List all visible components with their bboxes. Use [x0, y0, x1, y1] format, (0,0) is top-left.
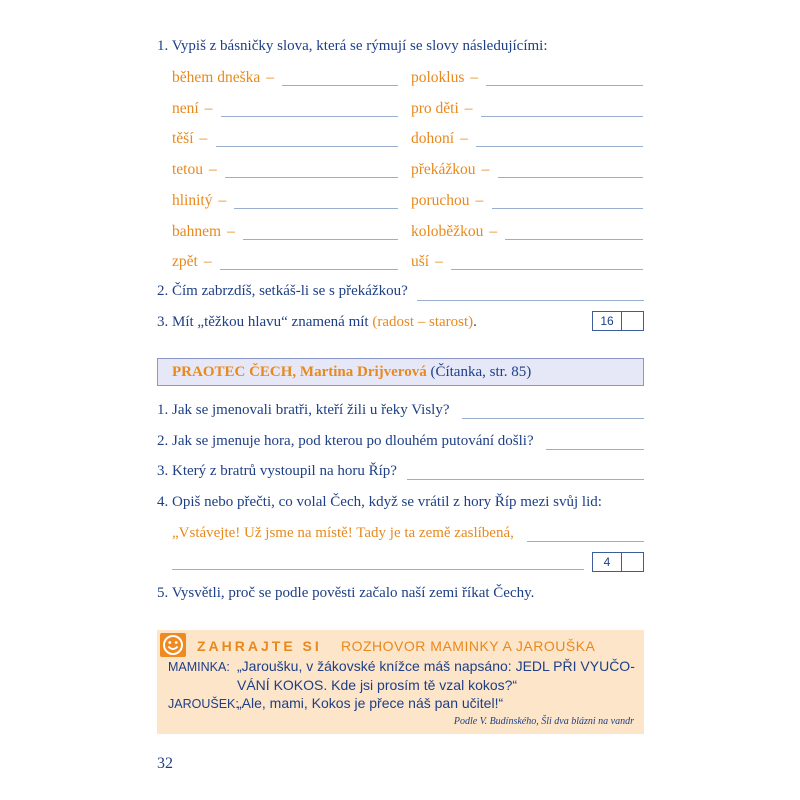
task3-period: .: [473, 314, 477, 330]
answer-line[interactable]: [527, 541, 644, 542]
rhyme-dash: –: [460, 130, 468, 148]
task2-prompt: 2. Čím zabrzdíš, setkáš-li se s překážkou?: [157, 283, 408, 299]
rhyme-word: hlinitý: [172, 191, 213, 209]
answer-line[interactable]: [216, 146, 398, 147]
rhyme-dash: –: [464, 99, 473, 117]
score-value: 4: [593, 553, 622, 571]
task3-options: (radost – starost): [372, 314, 474, 330]
question-5: 5. Vysvětli, proč se podle pověsti začalo naší zemi říkat Čechy.: [157, 585, 535, 601]
answer-line[interactable]: [486, 85, 643, 86]
answer-line[interactable]: [546, 449, 644, 450]
dialogue-line: „Ale, mami, Kokos je přece náš pan učitel!“: [237, 695, 504, 711]
rhyme-dash: –: [204, 99, 213, 117]
answer-line[interactable]: [243, 239, 398, 240]
rhyme-word: dohoní: [411, 130, 455, 148]
answer-line[interactable]: [417, 300, 644, 301]
rhyme-dash: –: [475, 191, 484, 209]
rhyme-word: poloklus: [411, 69, 465, 86]
question-4-quote: „Vstávejte! Už jsme na místě! Tady je ta země zaslíbená,: [172, 525, 514, 541]
rhyme-dash: –: [218, 191, 227, 209]
rhyme-dash: –: [470, 69, 479, 86]
banner-title: PRAOTEC ČECH, Martina Drijverová: [172, 364, 427, 380]
rhyme-dash: –: [435, 253, 443, 271]
rhyme-dash: –: [227, 222, 235, 240]
task3-text: 3. Mít „těžkou hlavu“ znamená mít: [157, 314, 369, 330]
banner-ref: (Čítanka, str. 85): [430, 364, 532, 380]
reading-banner: [157, 358, 644, 386]
rhyme-word: překážkou: [411, 161, 476, 179]
answer-line[interactable]: [282, 85, 398, 86]
rhyme-word: pro děti: [411, 99, 459, 117]
answer-line[interactable]: [234, 208, 398, 209]
score-box[interactable]: [592, 552, 644, 572]
rhyme-dash: –: [203, 253, 212, 271]
answer-line[interactable]: [451, 269, 643, 270]
rhyme-word: uší: [411, 253, 430, 271]
question-1: 1. Jak se jmenovali bratři, kteří žili u řeky Visly?: [157, 402, 450, 418]
answer-line[interactable]: [462, 418, 644, 419]
score-entry[interactable]: [622, 312, 643, 330]
rhyme-dash: –: [199, 130, 208, 148]
rhyme-word: zpět: [172, 253, 198, 271]
speaker-mother: MAMINKA:: [168, 660, 230, 674]
play-subtitle: ROZHOVOR MAMINKY A JAROUŠKA: [341, 638, 596, 654]
question-4: 4. Opiš nebo přečti, co volal Čech, když se vrátil z hory Říp mezi svůj lid:: [157, 494, 602, 510]
question-3: 3. Který z bratrů vystoupil na horu Říp?: [157, 463, 397, 479]
task1-prompt: 1. Vypiš z básničky slova, která se rýmují se slovy následujícími:: [157, 38, 548, 54]
rhyme-word: těší: [172, 130, 194, 148]
question-2: 2. Jak se jmenuje hora, pod kterou po dlouhém putování došli?: [157, 433, 534, 449]
answer-line[interactable]: [505, 239, 643, 240]
page-number: 32: [157, 755, 173, 772]
score-entry[interactable]: [622, 553, 643, 571]
rhyme-word: není: [172, 99, 199, 117]
answer-line[interactable]: [498, 177, 643, 178]
speaker-son: JAROUŠEK:: [168, 697, 239, 711]
answer-line[interactable]: [407, 479, 644, 480]
score-box[interactable]: [592, 311, 644, 331]
task3-prompt: [157, 314, 477, 331]
answer-line[interactable]: [481, 116, 643, 117]
rhyme-word: bahnem: [172, 222, 222, 240]
score-value: 16: [593, 312, 622, 330]
dialogue-line: „Jaroušku, v žákovské knížce máš napsáno: JEDL PŘI VYUČO-: [237, 658, 635, 674]
rhyme-word: koloběžkou: [411, 222, 484, 240]
answer-line[interactable]: [220, 269, 398, 270]
answer-line[interactable]: [221, 116, 398, 117]
answer-line[interactable]: [476, 146, 643, 147]
play-title: ZAHRAJTE SI: [197, 638, 322, 654]
dialogue-line: VÁNÍ KOKOS. Kde jsi prosím tě vzal kokos?“: [237, 677, 518, 693]
rhyme-dash: –: [481, 161, 490, 179]
answer-line[interactable]: [492, 208, 643, 209]
banner-text: [172, 364, 531, 381]
smiley-icon: [160, 633, 186, 657]
rhyme-word: během dneška: [172, 69, 261, 86]
source-credit: Podle V. Budínského, Šli dva blázni na vandr: [453, 716, 634, 727]
answer-line[interactable]: [225, 177, 398, 178]
rhyme-dash: –: [209, 161, 217, 179]
rhyme-word: poruchou: [411, 191, 470, 209]
answer-line[interactable]: [172, 569, 584, 570]
rhyme-dash: –: [266, 69, 274, 86]
dialogue-box: [157, 630, 644, 734]
rhyme-word: tetou: [172, 161, 203, 179]
rhyme-dash: –: [489, 222, 498, 240]
